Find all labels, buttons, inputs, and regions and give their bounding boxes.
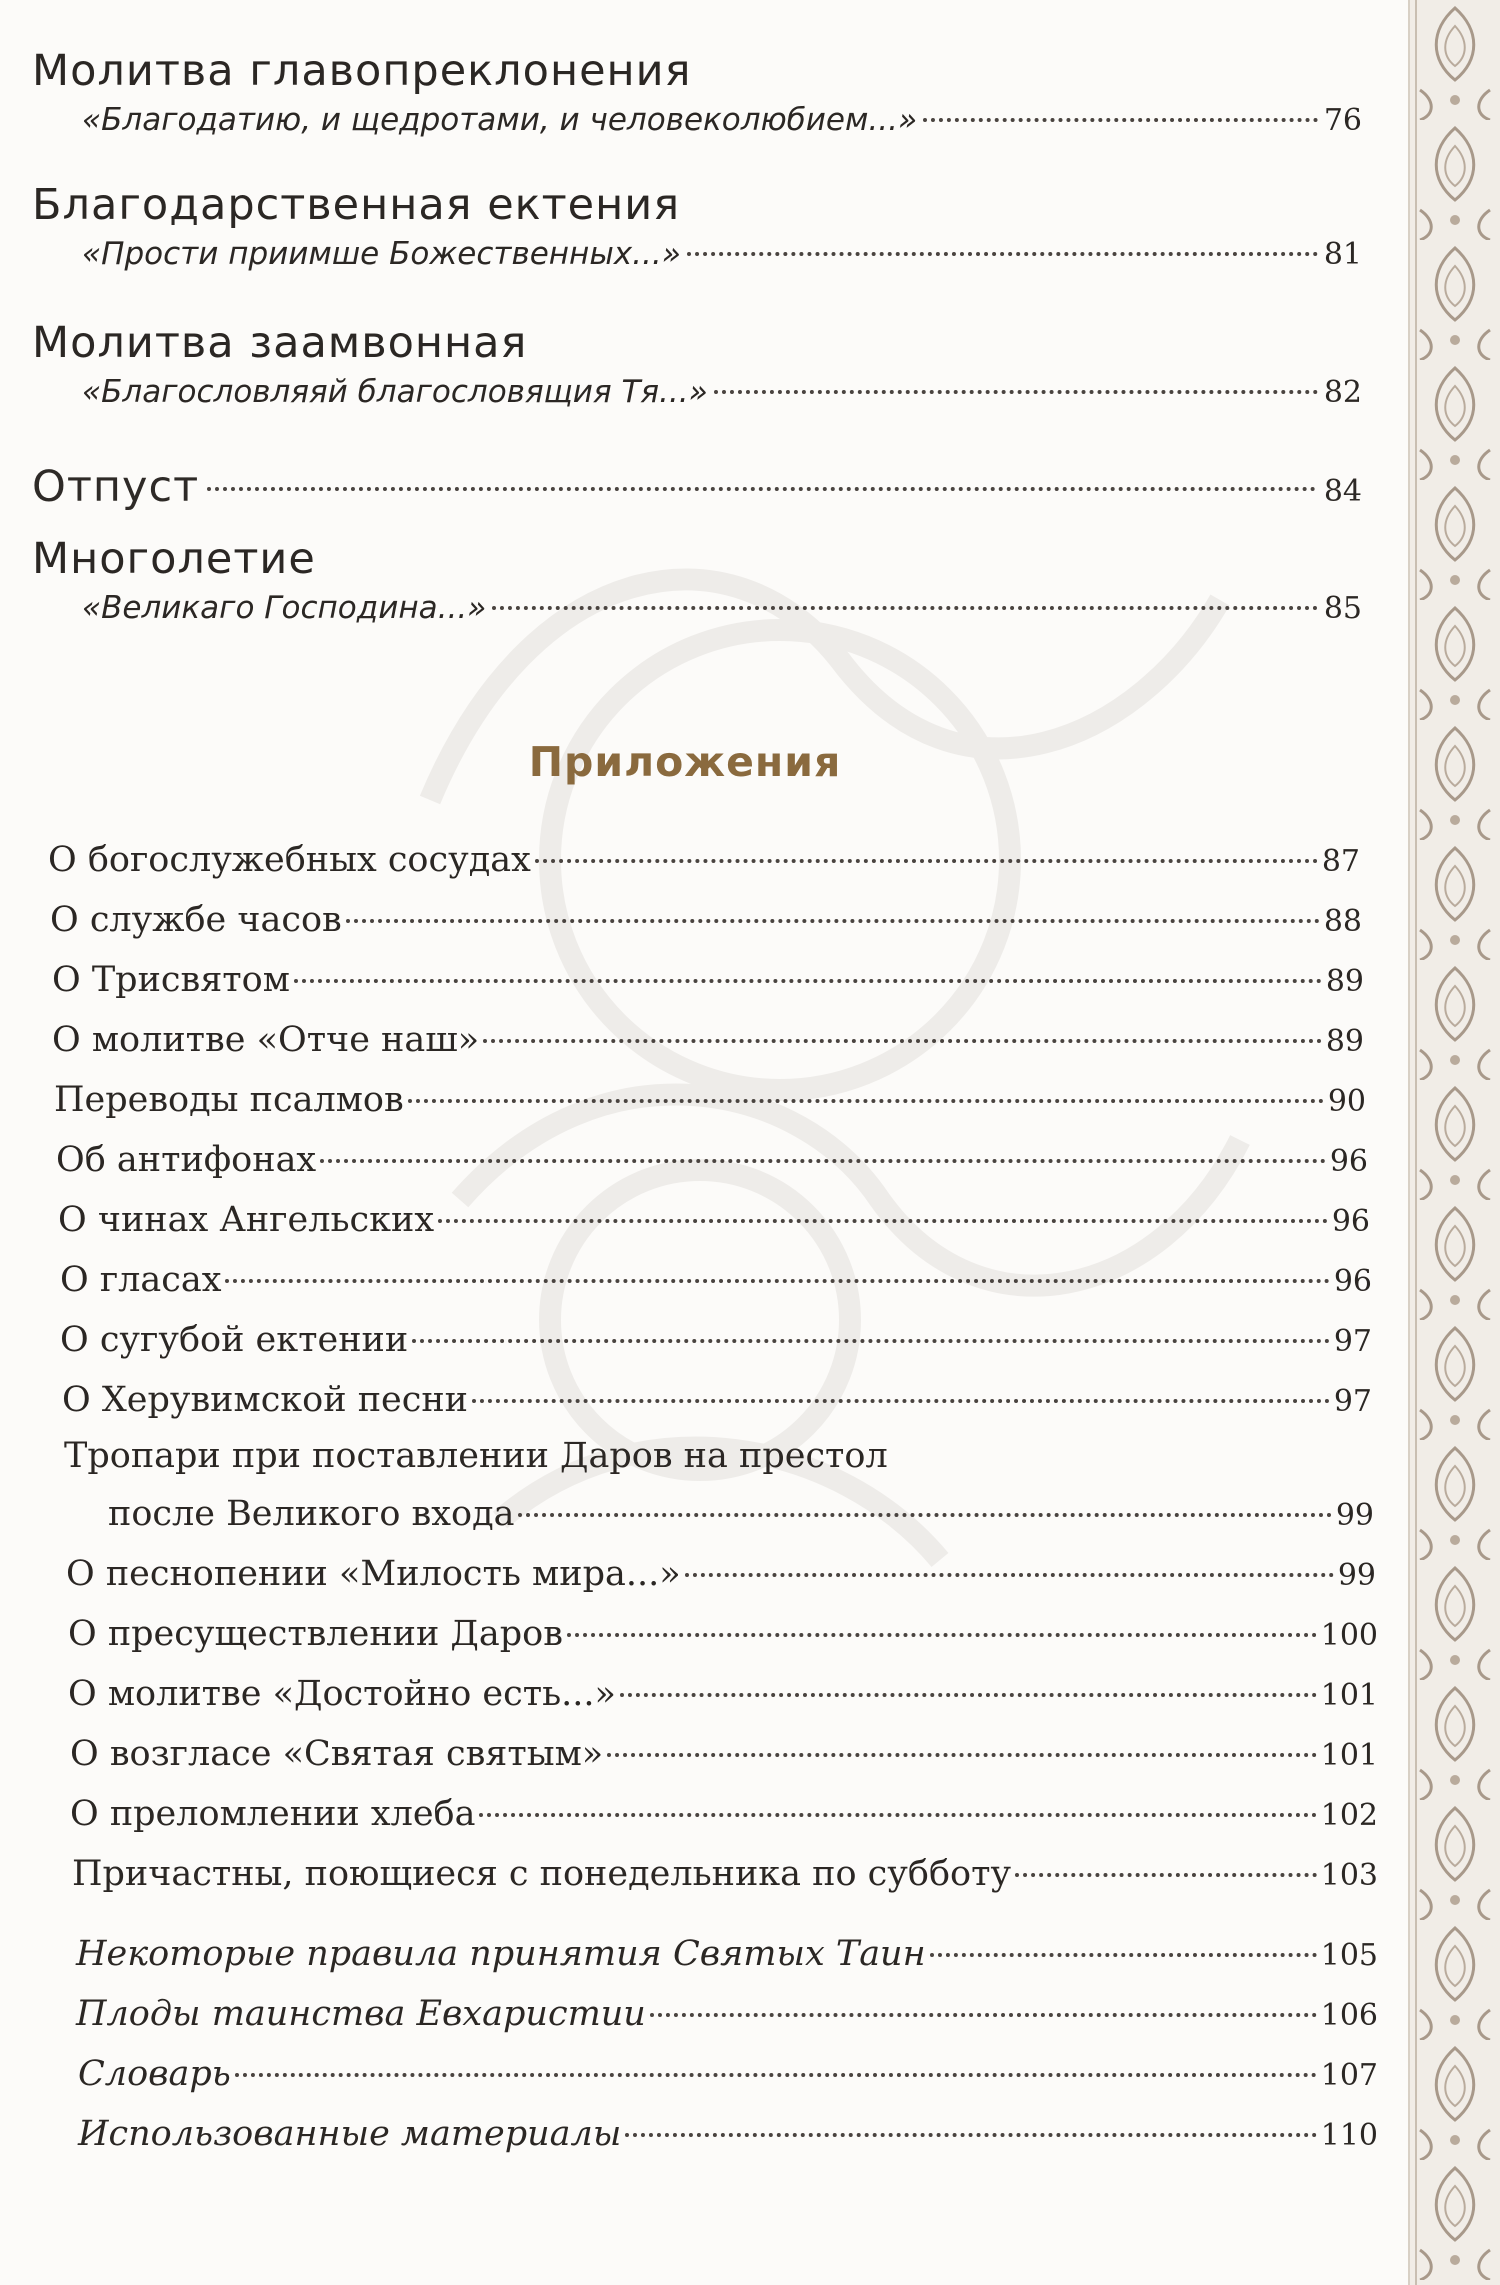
leader-dots bbox=[923, 118, 1318, 122]
page-number: 82 bbox=[1323, 375, 1362, 410]
toc-subtitle: «Прости приимше Божественных...» bbox=[82, 236, 681, 272]
list-item bbox=[52, 960, 1364, 1000]
list-item-label: Причастны, поющиеся с понедельника по субботу bbox=[72, 1854, 1012, 1894]
toc-heading: Молитва главопреклонения bbox=[32, 46, 692, 96]
list-item-label: Плоды таинства Евхаристии bbox=[76, 1994, 646, 2034]
leader-dots bbox=[346, 919, 1320, 923]
list-item bbox=[70, 1794, 1378, 1834]
leader-dots bbox=[438, 1219, 1328, 1223]
page-number: 96 bbox=[1331, 1204, 1370, 1239]
page-number: 81 bbox=[1323, 237, 1362, 272]
list-item-label: О Херувимской песни bbox=[62, 1380, 469, 1420]
leader-dots bbox=[472, 1399, 1330, 1403]
list-item-label: О Трисвятом bbox=[52, 960, 290, 1000]
toc-subtitle-line bbox=[82, 590, 1362, 626]
page-number: 101 bbox=[1320, 1678, 1378, 1713]
toc-heading: Молитва заамвонная bbox=[32, 318, 528, 368]
leader-dots bbox=[492, 606, 1317, 610]
toc-subtitle: «Великаго Господина...» bbox=[82, 590, 487, 626]
leader-dots bbox=[207, 487, 1316, 491]
list-item-label: О песнопении «Милость мира...» bbox=[66, 1554, 681, 1594]
leader-dots bbox=[1015, 1873, 1317, 1877]
toc-entry bbox=[32, 534, 1362, 626]
list-item bbox=[76, 1934, 1378, 1974]
leader-dots bbox=[412, 1339, 1330, 1343]
list-item-label: Словарь bbox=[78, 2054, 231, 2094]
list-item bbox=[48, 840, 1360, 880]
page-number: 106 bbox=[1320, 1998, 1378, 2033]
list-item bbox=[66, 1554, 1376, 1594]
list-item bbox=[76, 1994, 1378, 2034]
leader-dots bbox=[408, 1099, 1324, 1103]
leader-dots bbox=[687, 252, 1318, 256]
leader-dots bbox=[567, 1633, 1317, 1637]
leader-dots bbox=[607, 1753, 1317, 1757]
list-item-label: О чинах Ангельских bbox=[58, 1200, 435, 1240]
list-item bbox=[70, 1734, 1378, 1774]
list-item bbox=[108, 1494, 1374, 1534]
list-item bbox=[60, 1260, 1372, 1300]
page-number: 87 bbox=[1321, 844, 1360, 879]
section-title: Приложения bbox=[528, 738, 842, 786]
list-item-label: Об антифонах bbox=[56, 1140, 317, 1180]
toc-entry bbox=[32, 462, 1362, 512]
leader-dots bbox=[625, 2133, 1316, 2137]
leader-dots bbox=[294, 979, 1322, 983]
toc-entry bbox=[32, 318, 1362, 410]
list-item-label: Использованные материалы bbox=[78, 2114, 622, 2154]
page-number: 105 bbox=[1320, 1938, 1378, 1973]
list-item-label: Переводы псалмов bbox=[54, 1080, 404, 1120]
page-number: 99 bbox=[1337, 1558, 1376, 1593]
leader-dots bbox=[320, 1159, 1326, 1163]
list-item bbox=[56, 1140, 1368, 1180]
list-item bbox=[78, 2054, 1378, 2094]
leader-dots bbox=[620, 1693, 1317, 1697]
page-number: 100 bbox=[1320, 1618, 1378, 1653]
page-number: 84 bbox=[1323, 474, 1362, 509]
leader-dots bbox=[714, 390, 1318, 394]
page-number: 97 bbox=[1333, 1384, 1372, 1419]
toc-heading: Благодарственная ектения bbox=[32, 180, 681, 230]
toc-heading: Отпуст bbox=[32, 462, 200, 512]
page-number: 90 bbox=[1327, 1084, 1366, 1119]
toc-subtitle-line bbox=[82, 236, 1362, 272]
list-item bbox=[68, 1614, 1378, 1654]
list-item bbox=[54, 1080, 1366, 1120]
list-item-label: О пресуществлении Даров bbox=[68, 1614, 563, 1654]
page-number: 97 bbox=[1333, 1324, 1372, 1359]
list-item-label: Некоторые правила принятия Святых Таин bbox=[76, 1934, 926, 1974]
leader-dots bbox=[479, 1813, 1316, 1817]
leader-dots bbox=[930, 1953, 1317, 1957]
list-item bbox=[50, 900, 1362, 940]
list-item bbox=[78, 2114, 1378, 2154]
page-number: 76 bbox=[1323, 103, 1362, 138]
leader-dots bbox=[225, 1279, 1329, 1283]
list-item-label: О сугубой ектении bbox=[60, 1320, 409, 1360]
toc-subtitle: «Благодатию, и щедротами, и человеколюбием...» bbox=[82, 102, 918, 138]
list-item-label: Тропари при поставлении Даров на престол bbox=[64, 1436, 888, 1476]
page-number: 102 bbox=[1320, 1798, 1378, 1833]
toc-subtitle: «Благословляяй благословящия Тя...» bbox=[82, 374, 708, 410]
page-number: 96 bbox=[1333, 1264, 1372, 1299]
page-number: 110 bbox=[1320, 2118, 1378, 2153]
page-number: 99 bbox=[1335, 1498, 1374, 1533]
border-pattern-icon bbox=[1410, 0, 1500, 2285]
list-item bbox=[60, 1320, 1372, 1360]
page-number: 96 bbox=[1329, 1144, 1368, 1179]
list-item-label-continued: после Великого входа bbox=[108, 1494, 515, 1534]
list-item-label: О молитве «Отче наш» bbox=[52, 1020, 480, 1060]
toc-entry bbox=[32, 180, 1362, 272]
leader-dots bbox=[483, 1039, 1322, 1043]
page-number: 88 bbox=[1323, 904, 1362, 939]
leader-dots bbox=[518, 1513, 1331, 1517]
page-number: 103 bbox=[1320, 1858, 1378, 1893]
list-item-label: О преломлении хлеба bbox=[70, 1794, 476, 1834]
list-item-label: О богослужебных сосудах bbox=[48, 840, 531, 880]
leader-dots bbox=[535, 859, 1318, 863]
leader-dots bbox=[235, 2073, 1317, 2077]
ornamental-border bbox=[1408, 0, 1500, 2285]
toc-heading: Многолетие bbox=[32, 534, 316, 584]
toc-subtitle-line bbox=[82, 102, 1362, 138]
toc-subtitle-line bbox=[82, 374, 1362, 410]
leader-dots bbox=[650, 2013, 1317, 2017]
list-item bbox=[68, 1674, 1378, 1714]
list-item bbox=[72, 1854, 1378, 1894]
list-item bbox=[58, 1200, 1370, 1240]
page-number: 107 bbox=[1320, 2058, 1378, 2093]
page-number: 89 bbox=[1325, 964, 1364, 999]
page-number: 85 bbox=[1323, 591, 1362, 626]
page-number: 101 bbox=[1320, 1738, 1378, 1773]
list-item-label: О службе часов bbox=[50, 900, 342, 940]
toc-entry bbox=[32, 46, 1362, 138]
list-item-label: О молитве «Достойно есть...» bbox=[68, 1674, 616, 1714]
list-item-label: О возгласе «Святая святым» bbox=[70, 1734, 604, 1774]
list-item-label: О гласах bbox=[60, 1260, 222, 1300]
list-item bbox=[52, 1020, 1364, 1060]
leader-dots bbox=[685, 1573, 1334, 1577]
list-item bbox=[62, 1380, 1372, 1420]
page-number: 89 bbox=[1325, 1024, 1364, 1059]
